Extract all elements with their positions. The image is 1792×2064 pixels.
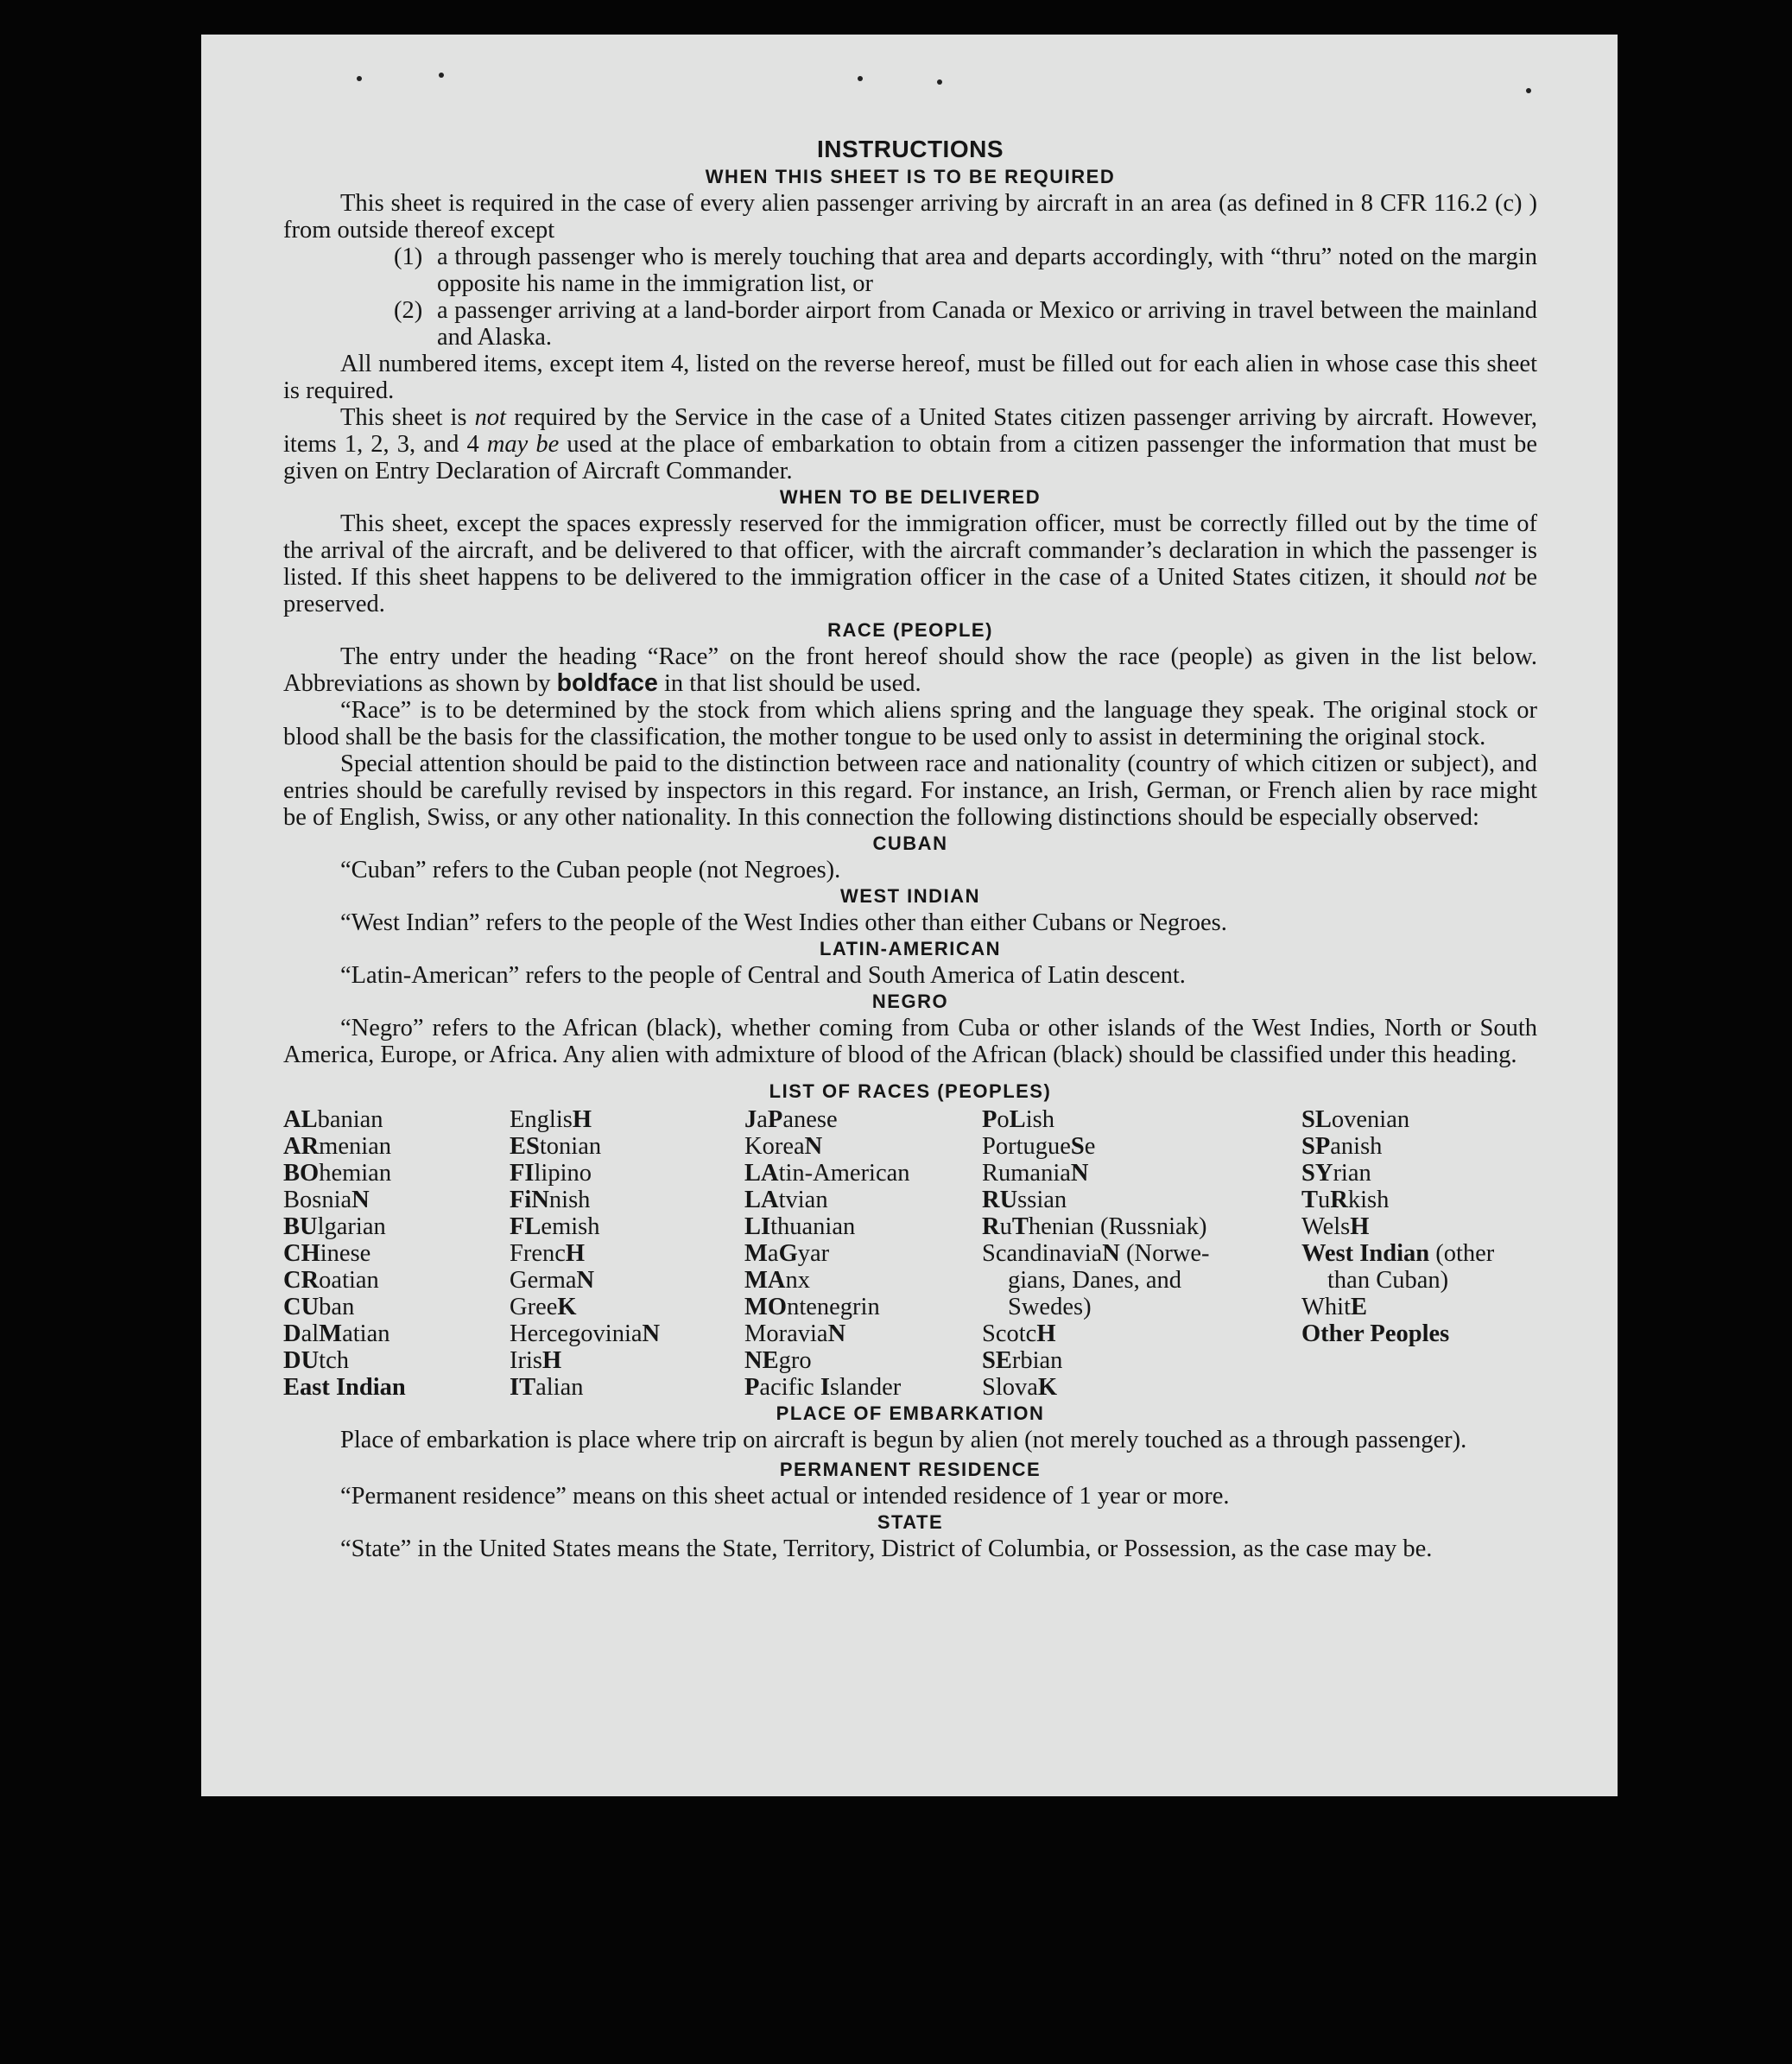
- race-abbreviation: CH: [283, 1240, 320, 1267]
- race-entry: [982, 1213, 1250, 1240]
- race-entry: [283, 1374, 510, 1401]
- race-text: a: [767, 1240, 779, 1267]
- race-text: Rumania: [982, 1160, 1071, 1187]
- delivered-paragraph: [283, 510, 1537, 617]
- race-entry: [744, 1294, 982, 1320]
- heading-when-required: WHEN THIS SHEET IS TO BE REQUIRED: [705, 166, 1116, 187]
- race-entry: [744, 1213, 982, 1240]
- race-entry: [1301, 1133, 1535, 1160]
- race-text: than Cuban): [1327, 1267, 1449, 1294]
- race-entry: [283, 1294, 510, 1320]
- when-required-paragraph: This sheet is required in the case of every alien passenger arriving by aircraft in an area (as defined in 8 CFR 116.2 (c) ) from outside thereof except: [283, 190, 1537, 244]
- race-abbreviation: MA: [744, 1267, 786, 1294]
- exception-item-1: [394, 244, 1537, 297]
- page-title: INSTRUCTIONS: [817, 136, 1004, 162]
- race-abbreviation: IT: [510, 1374, 536, 1401]
- race-column-1: [283, 1106, 510, 1401]
- race-abbreviation: LA: [744, 1160, 779, 1187]
- race-abbreviation: SY: [1301, 1160, 1333, 1187]
- race-abbreviation: East Indian: [283, 1374, 406, 1401]
- race-abbreviation: CU: [283, 1294, 320, 1320]
- race-entry: [982, 1374, 1250, 1401]
- race-entry: [982, 1106, 1250, 1133]
- race-entry: [283, 1213, 510, 1240]
- heading-list-of-races: LIST OF RACES (PEOPLES): [769, 1080, 1052, 1102]
- race-abbreviation: NE: [744, 1347, 779, 1374]
- race-abbreviation: H: [1350, 1213, 1370, 1240]
- race-entry: [982, 1347, 1250, 1374]
- race-text: hemian: [319, 1160, 392, 1187]
- race-text: tch: [319, 1347, 349, 1374]
- race-text: atian: [342, 1320, 390, 1347]
- item-number: (1): [394, 244, 423, 270]
- speck: [357, 76, 362, 81]
- race-entry: [982, 1187, 1250, 1213]
- numbered-items-paragraph: All numbered items, except item 4, listed on the reverse hereof, must be filled out for each alien in whose case this sheet is required.: [283, 351, 1537, 404]
- race-abbreviation: SL: [1301, 1106, 1332, 1133]
- race-text: tin-American: [778, 1160, 910, 1187]
- race-text: Frenc: [510, 1240, 566, 1267]
- race-abbreviation: T: [1011, 1213, 1029, 1240]
- race-abbreviation: S: [1070, 1133, 1085, 1160]
- race-entry: [1301, 1267, 1535, 1294]
- race-abbreviation: N: [804, 1133, 823, 1160]
- race-abbreviation: D: [283, 1320, 301, 1347]
- text-run: required by the Service in the case of a United States citizen passenger arriving by aircraft. However, items 1, 2, 3, and 4: [283, 404, 1537, 458]
- embarkation-paragraph: Place of embarkation is place where trip on aircraft is begun by alien (not merely touched as a through passenger).: [340, 1427, 1467, 1453]
- race-abbreviation: E: [1351, 1294, 1368, 1320]
- race-abbreviation: R: [982, 1213, 1000, 1240]
- race-text: banian: [317, 1106, 383, 1133]
- race-column-4: [982, 1106, 1250, 1401]
- text-run: This sheet, except the spaces expressly reserved for the immigration officer, must be correctly filled out by the time of the arrival of the aircraft, and be delivered to that officer, with the aircraft commander’s declaration in which the passenger is listed. If this sheet happens to be delivered to the immigration officer in the case of a United States citizen, it should: [283, 510, 1537, 591]
- race-list: [283, 1106, 1537, 1401]
- race-abbreviation: N: [642, 1320, 661, 1347]
- emphasis-not: not: [1474, 564, 1506, 591]
- race-text: Englis: [510, 1106, 573, 1133]
- race-entry: [510, 1187, 744, 1213]
- race-entry: [283, 1133, 510, 1160]
- race-text: Moravia: [744, 1320, 828, 1347]
- race-entry: [510, 1320, 744, 1347]
- race-text: Swedes): [1008, 1294, 1092, 1320]
- race-entry: [510, 1374, 744, 1401]
- race-entry: [510, 1347, 744, 1374]
- race-abbreviation: FI: [510, 1160, 535, 1187]
- heading-latin-american: LATIN-AMERICAN: [819, 938, 1001, 959]
- speck: [439, 73, 444, 78]
- race-abbreviation: H: [1036, 1320, 1056, 1347]
- race-entry: [510, 1133, 744, 1160]
- emphasis-may-be: may be: [486, 431, 560, 458]
- race-text: ban: [319, 1294, 355, 1320]
- west-indian-definition: “West Indian” refers to the people of the West Indies other than either Cubans or Negroes.: [340, 909, 1227, 936]
- race-abbreviation: M: [319, 1320, 343, 1347]
- race-paragraph-1: [283, 643, 1537, 697]
- race-abbreviation: H: [565, 1240, 586, 1267]
- race-entry: [510, 1267, 744, 1294]
- heading-race: RACE (PEOPLE): [827, 619, 993, 641]
- speck: [1526, 88, 1531, 93]
- race-text: Hercegovinia: [510, 1320, 643, 1347]
- race-text: rbian: [1011, 1347, 1063, 1374]
- speck: [937, 79, 942, 85]
- race-abbreviation: R: [1330, 1187, 1348, 1213]
- item-text: a through passenger who is merely touching that area and departs accordingly, with “thru” noted on the margin opposite his name in the immigration list, or: [437, 244, 1537, 297]
- race-text: Portugue: [982, 1133, 1071, 1160]
- race-text: thuanian: [770, 1213, 856, 1240]
- race-text: Slova: [982, 1374, 1038, 1401]
- race-entry: [510, 1213, 744, 1240]
- text-run: be preserved.: [283, 564, 1537, 617]
- race-entry: [982, 1240, 1250, 1267]
- race-text: gians, Danes, and: [1008, 1267, 1182, 1294]
- race-text: ovenian: [1331, 1106, 1410, 1133]
- race-text: inese: [320, 1240, 371, 1267]
- race-text: nish: [548, 1187, 591, 1213]
- race-abbreviation: N: [576, 1267, 595, 1294]
- race-text: Bosnia: [283, 1187, 352, 1213]
- race-text: rian: [1333, 1160, 1371, 1187]
- race-abbreviation: H: [572, 1106, 592, 1133]
- race-text: yar: [797, 1240, 830, 1267]
- race-paragraph-2: “Race” is to be determined by the stock from which aliens spring and the language they speak. The original stock or blood shall be the basis for the classification, the mother tongue to be used only to assist in determining the original stock.: [283, 697, 1537, 750]
- race-text: lgarian: [317, 1213, 386, 1240]
- race-entry: [744, 1240, 982, 1267]
- race-text: a: [757, 1106, 768, 1133]
- race-abbreviation: Other Peoples: [1301, 1320, 1450, 1347]
- race-entry: [744, 1106, 982, 1133]
- race-text: u: [999, 1213, 1012, 1240]
- race-abbreviation: DU: [283, 1347, 320, 1374]
- race-abbreviation: AR: [283, 1133, 320, 1160]
- residence-paragraph: “Permanent residence” means on this sheet actual or intended residence of 1 year or more.: [340, 1483, 1230, 1510]
- heading-when-delivered: WHEN TO BE DELIVERED: [779, 486, 1042, 508]
- race-abbreviation: LA: [744, 1187, 779, 1213]
- speck: [858, 76, 863, 81]
- text-run: in that list should be used.: [657, 670, 921, 697]
- race-abbreviation: I: [820, 1374, 830, 1401]
- heading-state: STATE: [877, 1511, 944, 1533]
- race-abbreviation: FL: [510, 1213, 541, 1240]
- race-abbreviation: SE: [982, 1347, 1012, 1374]
- race-entry: [283, 1347, 510, 1374]
- document-page: [201, 35, 1618, 1796]
- race-text: Whit: [1301, 1294, 1351, 1320]
- race-abbreviation: N: [351, 1187, 370, 1213]
- race-entry: [982, 1320, 1250, 1347]
- race-abbreviation: N: [827, 1320, 846, 1347]
- race-text: ntenegrin: [787, 1294, 880, 1320]
- race-text: (Norwe-: [1119, 1240, 1210, 1267]
- race-text: Iris: [510, 1347, 542, 1374]
- race-text: menian: [319, 1133, 392, 1160]
- race-text: emish: [541, 1213, 600, 1240]
- race-entry: [283, 1267, 510, 1294]
- race-text: ish: [1025, 1106, 1054, 1133]
- race-entry: [510, 1106, 744, 1133]
- race-column-2: [510, 1106, 744, 1401]
- race-text: Korea: [744, 1133, 805, 1160]
- race-entry: [283, 1160, 510, 1187]
- race-text: Scotc: [982, 1320, 1037, 1347]
- race-text: tvian: [778, 1187, 828, 1213]
- race-abbreviation: N: [1070, 1160, 1089, 1187]
- race-entry: [283, 1240, 510, 1267]
- race-abbreviation: FiN: [510, 1187, 549, 1213]
- race-entry: [283, 1187, 510, 1213]
- negro-definition: “Negro” refers to the African (black), whether coming from Cuba or other islands of the West Indies, North or South America, Europe, or Africa. Any alien with admixture of blood of the African (black) should be classified under this heading.: [283, 1015, 1537, 1068]
- race-paragraph-3: Special attention should be paid to the distinction between race and nationality (country of which citizen or subject), and entries should be carefully revised by inspectors in this regard. For instance, an Irish, German, or French alien by race might be of English, Swiss, or any other nationality. In this connection the following distinctions should be especially observed:: [283, 750, 1537, 831]
- heading-negro: NEGRO: [871, 991, 949, 1012]
- race-entry: [1301, 1187, 1535, 1213]
- race-abbreviation: BO: [283, 1160, 320, 1187]
- race-text: alian: [535, 1374, 584, 1401]
- race-abbreviation: N: [1102, 1240, 1120, 1267]
- race-text: tonian: [539, 1133, 602, 1160]
- race-entry: [982, 1160, 1250, 1187]
- race-abbreviation: H: [542, 1347, 562, 1374]
- race-entry: [982, 1267, 1250, 1294]
- citizen-paragraph: [283, 404, 1537, 484]
- heading-residence: PERMANENT RESIDENCE: [779, 1459, 1042, 1480]
- race-abbreviation: K: [1037, 1374, 1058, 1401]
- race-entry: [1301, 1106, 1535, 1133]
- race-abbreviation: K: [557, 1294, 577, 1320]
- latin-american-definition: “Latin-American” refers to the people of Central and South America of Latin descent.: [340, 962, 1186, 989]
- race-text: Germa: [510, 1267, 577, 1294]
- race-abbreviation: T: [1301, 1187, 1319, 1213]
- race-entry: [510, 1294, 744, 1320]
- race-entry: [744, 1347, 982, 1374]
- race-entry: [510, 1240, 744, 1267]
- race-text: slander: [829, 1374, 902, 1401]
- race-entry: [1301, 1320, 1535, 1347]
- race-entry: [1301, 1160, 1535, 1187]
- heading-embarkation: PLACE OF EMBARKATION: [776, 1402, 1045, 1424]
- race-text: kish: [1347, 1187, 1390, 1213]
- race-text: o: [997, 1106, 1010, 1133]
- exception-item-2: [394, 297, 1537, 351]
- race-abbreviation: J: [744, 1106, 757, 1133]
- race-entry: [1301, 1240, 1535, 1267]
- race-entry: [744, 1133, 982, 1160]
- race-entry: [744, 1320, 982, 1347]
- race-abbreviation: P: [767, 1106, 783, 1133]
- race-text: nx: [785, 1267, 810, 1294]
- race-abbreviation: M: [744, 1240, 768, 1267]
- race-text: anese: [782, 1106, 838, 1133]
- race-abbreviation: AL: [283, 1106, 318, 1133]
- race-abbreviation: CR: [283, 1267, 320, 1294]
- race-entry: [510, 1160, 744, 1187]
- instructions-content: [283, 95, 1537, 1562]
- race-text: Wels: [1301, 1213, 1351, 1240]
- race-text: henian (Russniak): [1028, 1213, 1207, 1240]
- race-text: al: [301, 1320, 320, 1347]
- text-run: This sheet is: [340, 404, 475, 431]
- race-abbreviation: RU: [982, 1187, 1018, 1213]
- race-text: u: [1318, 1187, 1331, 1213]
- race-abbreviation: G: [778, 1240, 798, 1267]
- state-paragraph: “State” in the United States means the State, Territory, District of Columbia, or Possession, as the case may be.: [340, 1535, 1433, 1562]
- race-entry: [1301, 1213, 1535, 1240]
- item-text: a passenger arriving at a land-border airport from Canada or Mexico or arriving in travel between the mainland and Alaska.: [437, 297, 1537, 351]
- heading-cuban: CUBAN: [872, 833, 948, 854]
- race-text: e: [1084, 1133, 1096, 1160]
- race-text: acific: [759, 1374, 820, 1401]
- race-column-3: [744, 1106, 982, 1401]
- race-abbreviation: ES: [510, 1133, 540, 1160]
- race-entry: [982, 1294, 1250, 1320]
- boldface-word: boldface: [556, 669, 658, 697]
- race-text: ssian: [1017, 1187, 1067, 1213]
- race-abbreviation: West Indian: [1301, 1240, 1430, 1267]
- race-entry: [1301, 1294, 1535, 1320]
- item-number: (2): [394, 297, 423, 324]
- race-entry: [982, 1133, 1250, 1160]
- text-run: The entry under the heading “Race” on the front hereof should show the race (people) as given in the list below. Abbreviations as shown by: [283, 643, 1537, 697]
- race-text: Gree: [510, 1294, 558, 1320]
- race-abbreviation: LI: [744, 1213, 771, 1240]
- race-text: lipino: [534, 1160, 592, 1187]
- race-abbreviation: MO: [744, 1294, 788, 1320]
- race-entry: [744, 1160, 982, 1187]
- race-text: (other: [1429, 1240, 1495, 1267]
- race-abbreviation: L: [1009, 1106, 1026, 1133]
- race-entry: [744, 1374, 982, 1401]
- emphasis-not: not: [474, 404, 507, 431]
- race-text: Scandinavia: [982, 1240, 1103, 1267]
- cuban-definition: “Cuban” refers to the Cuban people (not Negroes).: [340, 857, 841, 883]
- race-column-5: [1301, 1106, 1535, 1401]
- race-abbreviation: P: [744, 1374, 760, 1401]
- race-entry: [283, 1320, 510, 1347]
- race-text: gro: [778, 1347, 812, 1374]
- race-entry: [744, 1187, 982, 1213]
- race-abbreviation: BU: [283, 1213, 318, 1240]
- heading-west-indian: WEST INDIAN: [840, 885, 980, 907]
- race-entry: [744, 1267, 982, 1294]
- race-abbreviation: P: [982, 1106, 997, 1133]
- race-abbreviation: SP: [1301, 1133, 1331, 1160]
- race-text: oatian: [319, 1267, 379, 1294]
- race-text: anish: [1330, 1133, 1383, 1160]
- text-run: used at the place of embarkation to obtain from a citizen passenger the information that must be given on Entry Declaration of Aircraft Commander.: [283, 431, 1537, 484]
- race-entry: [283, 1106, 510, 1133]
